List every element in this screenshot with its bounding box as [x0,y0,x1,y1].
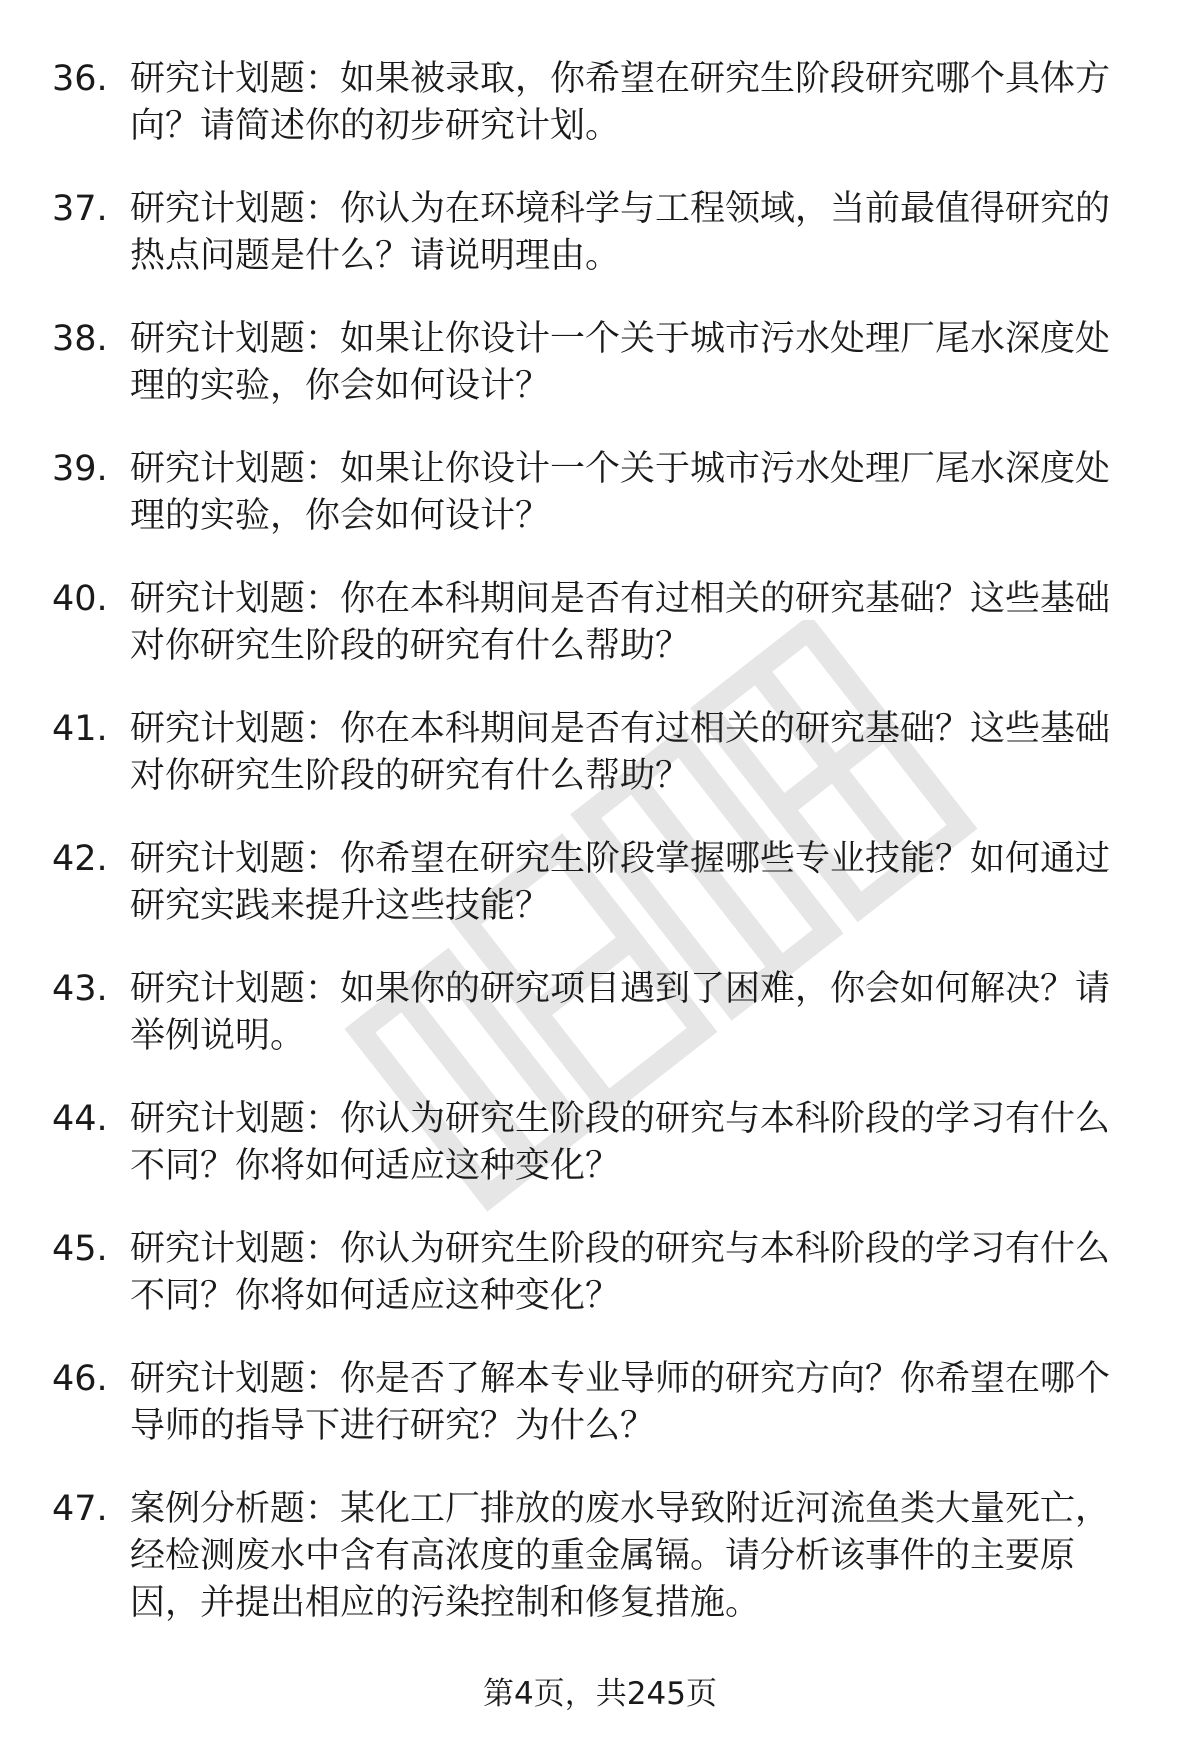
question-number: 41. [52,709,108,749]
question-number: 47. [52,1489,108,1529]
question-item [0,1096,1200,1190]
question-text: 研究计划题：如果让你设计一个关于城市污水处理厂尾水深度处理的实验，你会如何设计？ [130,449,1111,536]
question-number: 42. [52,839,108,879]
question-item [0,1356,1200,1450]
question-number: 43. [52,969,108,1009]
question-text: 研究计划题：如果你的研究项目遇到了困难，你会如何解决？请举例说明。 [130,969,1111,1056]
page-footer: 第4页，共245页 [483,1676,717,1712]
question-text: 研究计划题：你在本科期间是否有过相关的研究基础？这些基础对你研究生阶段的研究有什么帮助？ [130,709,1111,796]
question-text: 研究计划题：如果让你设计一个关于城市污水处理厂尾水深度处理的实验，你会如何设计？ [130,319,1111,406]
question-item [0,1226,1200,1320]
question-text: 案例分析题：某化工厂排放的废水导致附近河流鱼类大量死亡，经检测废水中含有高浓度的重金属镉。请分析该事件的主要原因，并提出相应的污染控制和修复措施。 [130,1489,1111,1623]
question-item [0,316,1200,410]
question-text: 研究计划题：你认为研究生阶段的研究与本科阶段的学习有什么不同？你将如何适应这种变化？ [130,1099,1111,1186]
question-number: 37. [52,189,108,229]
question-item [0,706,1200,800]
question-number: 44. [52,1099,108,1139]
question-item [0,966,1200,1060]
question-text: 研究计划题：如果被录取，你希望在研究生阶段研究哪个具体方向？请简述你的初步研究计划。 [130,59,1111,146]
question-item [0,56,1200,150]
question-text: 研究计划题：你认为在环境科学与工程领域，当前最值得研究的热点问题是什么？请说明理由。 [130,189,1111,276]
question-item [0,446,1200,540]
question-number: 46. [52,1359,108,1399]
question-number: 36. [52,59,108,99]
question-list [0,56,1200,1663]
question-text: 研究计划题：你是否了解本专业导师的研究方向？你希望在哪个导师的指导下进行研究？为什么？ [130,1359,1111,1446]
question-number: 40. [52,579,108,619]
question-text: 研究计划题：你希望在研究生阶段掌握哪些专业技能？如何通过研究实践来提升这些技能？ [130,839,1111,926]
question-text: 研究计划题：你认为研究生阶段的研究与本科阶段的学习有什么不同？你将如何适应这种变化？ [130,1229,1111,1316]
question-item [0,186,1200,280]
question-item [0,836,1200,930]
question-item [0,576,1200,670]
question-item [0,1486,1200,1627]
question-number: 39. [52,449,108,489]
question-number: 38. [52,319,108,359]
question-number: 45. [52,1229,108,1269]
question-text: 研究计划题：你在本科期间是否有过相关的研究基础？这些基础对你研究生阶段的研究有什么帮助？ [130,579,1111,666]
